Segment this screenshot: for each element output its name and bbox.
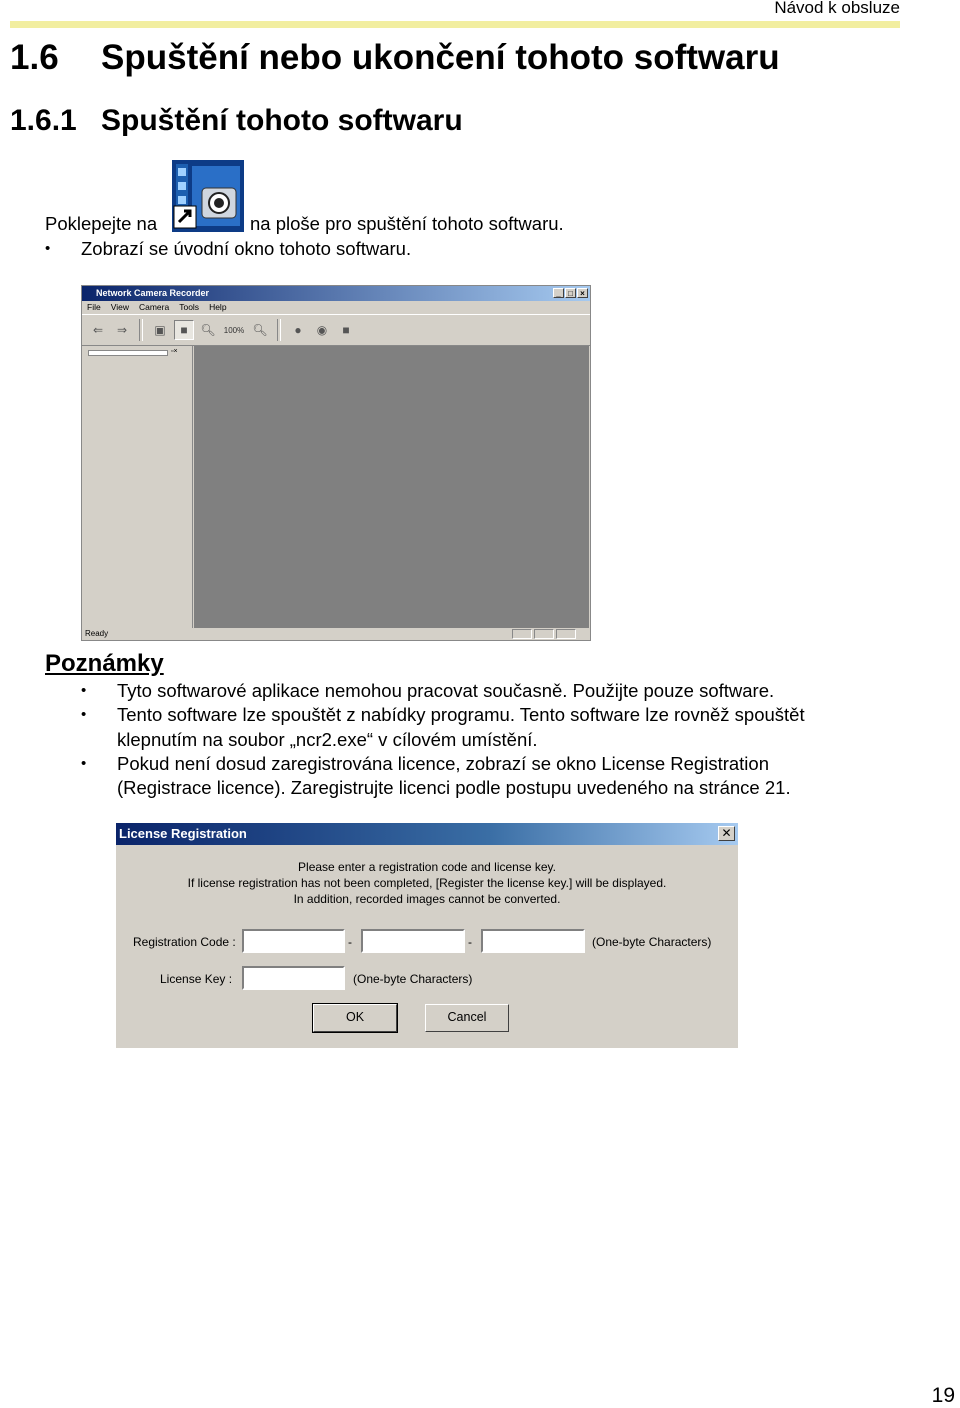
zoom-out-icon[interactable]: 🔍︎ bbox=[252, 323, 268, 337]
dialog-message-line-2: If license registration has not been completed, [Register the license key.] will be displayed. bbox=[187, 876, 667, 890]
running-header: Návod k obsluze bbox=[774, 0, 900, 17]
pane-buttons-icon[interactable]: ▫× bbox=[171, 348, 178, 355]
note-1-line-1: Tyto softwarové aplikace nemohou pracovat současně. Použijte pouze software. bbox=[117, 680, 775, 701]
intro-before-icon: Poklepejte na bbox=[45, 213, 158, 234]
subsection-number: 1.6.1 bbox=[10, 104, 77, 137]
camera-list-pane bbox=[82, 346, 193, 628]
license-registration-dialog bbox=[116, 823, 738, 1048]
app-toolbar bbox=[82, 314, 590, 346]
app-shortcut-icon[interactable] bbox=[172, 160, 244, 232]
dialog-title: License Registration bbox=[119, 826, 247, 841]
note-2-line-1: Tento software lze spouštět z nabídky programu. Tento software lze rovněž spouštět bbox=[117, 704, 805, 725]
toolbar-separator bbox=[139, 319, 143, 341]
status-text: Ready bbox=[85, 629, 109, 638]
forward-arrow-icon[interactable]: ⇒ bbox=[116, 323, 128, 337]
close-button[interactable]: × bbox=[577, 288, 588, 298]
registration-code-field-3[interactable] bbox=[481, 929, 585, 953]
menu-view[interactable]: View bbox=[110, 302, 129, 312]
registration-code-note: (One-byte Characters) bbox=[592, 935, 712, 949]
menu-help[interactable]: Help bbox=[209, 302, 227, 312]
minimize-button[interactable]: _ bbox=[553, 288, 564, 298]
stop-icon[interactable]: ■ bbox=[342, 323, 350, 337]
intro-bullet-text: Zobrazí se úvodní okno tohoto softwaru. bbox=[81, 238, 412, 259]
bullet-dot: • bbox=[81, 755, 87, 772]
license-key-note: (One-byte Characters) bbox=[353, 972, 473, 986]
header-rule bbox=[10, 21, 900, 28]
zoom-level[interactable]: 100% bbox=[223, 325, 245, 335]
code-separator: - bbox=[348, 935, 352, 949]
cancel-button[interactable]: Cancel bbox=[425, 1004, 509, 1032]
subsection-title: Spuštění tohoto softwaru bbox=[101, 104, 463, 137]
page-number: 19 bbox=[931, 1384, 955, 1407]
dialog-close-button[interactable]: ✕ bbox=[718, 826, 735, 841]
app-title-bar bbox=[82, 286, 590, 301]
note-2-line-2: klepnutím na soubor „ncr2.exe“ v cílovém umístění. bbox=[117, 729, 538, 750]
note-3-line-1: Pokud není dosud zaregistrována licence, zobrazí se okno License Registration bbox=[117, 753, 769, 774]
dialog-message-line-3: In addition, recorded images cannot be converted. bbox=[293, 892, 561, 906]
record-icon[interactable]: ● bbox=[294, 323, 302, 337]
bullet-dot: • bbox=[81, 682, 87, 699]
notes-heading: Poznámky bbox=[45, 650, 164, 677]
section-title: Spuštění nebo ukončení tohoto softwaru bbox=[101, 38, 780, 77]
status-bar bbox=[82, 627, 590, 640]
single-view-icon[interactable]: ■ bbox=[174, 320, 194, 340]
menu-file[interactable]: File bbox=[87, 302, 101, 312]
menu-camera[interactable]: Camera bbox=[138, 302, 170, 312]
bullet-dot: • bbox=[81, 706, 87, 723]
toolbar-separator bbox=[277, 319, 281, 341]
license-key-field[interactable] bbox=[242, 966, 345, 990]
ok-button[interactable]: OK bbox=[313, 1004, 397, 1032]
registration-code-field-1[interactable] bbox=[242, 929, 345, 953]
intro-after-icon: na ploše pro spuštění tohoto softwaru. bbox=[250, 213, 564, 234]
note-3-line-2: (Registrace licence). Zaregistrujte licenci podle postupu uvedeného na stránce 21. bbox=[117, 777, 791, 798]
code-separator: - bbox=[468, 935, 472, 949]
video-view-area bbox=[194, 346, 589, 628]
status-cell bbox=[512, 629, 532, 639]
play-icon[interactable]: ◉ bbox=[316, 323, 328, 337]
bullet-dot: • bbox=[45, 240, 51, 257]
registration-code-field-2[interactable] bbox=[361, 929, 465, 953]
maximize-button[interactable]: □ bbox=[565, 288, 576, 298]
subsection-heading bbox=[10, 104, 463, 138]
app-main-window bbox=[81, 285, 591, 641]
section-number: 1.6 bbox=[10, 38, 59, 77]
section-heading bbox=[10, 38, 780, 78]
layout-grid-icon[interactable]: ▣ bbox=[154, 323, 166, 337]
status-cell bbox=[556, 629, 576, 639]
dialog-title-bar bbox=[116, 823, 738, 845]
license-key-label: License Key : bbox=[160, 972, 233, 986]
zoom-in-icon[interactable]: 🔍︎ bbox=[200, 323, 216, 337]
dialog-message-line-1: Please enter a registration code and license key. bbox=[298, 860, 556, 874]
registration-code-label: Registration Code : bbox=[133, 935, 236, 949]
pane-slider[interactable] bbox=[88, 350, 168, 356]
menu-tools[interactable]: Tools bbox=[179, 302, 200, 312]
back-arrow-icon[interactable]: ⇐ bbox=[92, 323, 104, 337]
status-cell bbox=[534, 629, 554, 639]
app-title: Network Camera Recorder bbox=[96, 288, 210, 298]
app-menu-bar bbox=[82, 301, 590, 314]
